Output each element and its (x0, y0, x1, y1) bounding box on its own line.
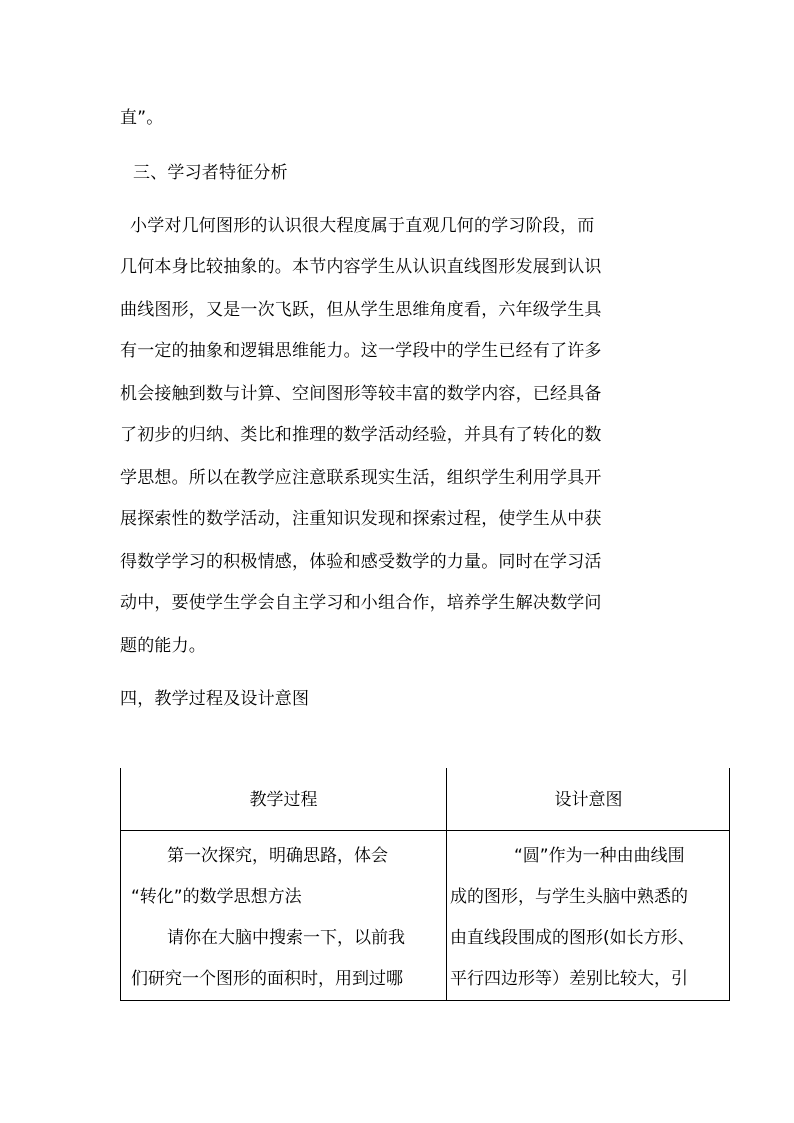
table-right-line-3: 由直线段围成的图形(如长方形、 (450, 928, 695, 948)
table-right-line-4: 平行四边形等）差别比较大，引 (450, 969, 688, 989)
teaching-process-table (120, 768, 730, 1001)
section-3-line-11: 题的能力。 (120, 636, 206, 656)
table-header-intent: 设计意图 (554, 790, 623, 810)
section-3-line-8: 展探索性的数学活动，注重知识发现和探索过程，使学生从中获 (120, 509, 602, 529)
section-3-line-9: 得数学学习的积极情感，体验和感受数学的力量。同时在学习活 (120, 552, 602, 572)
table-left-line-1: 第一次探究，明确思路，体会 (167, 846, 388, 866)
section-3-line-1: 小学对几何图形的认识很大程度属于直观几何的学习阶段，而 (130, 216, 595, 236)
table-left-line-3: 请你在大脑中搜索一下，以前我 (167, 928, 405, 948)
section-3-heading: 三、学习者特征分析 (133, 163, 288, 183)
section-3-line-4: 有一定的抽象和逻辑思维能力。这一学段中的学生已经有了许多 (120, 341, 602, 361)
table-right-line-1: “圆”作为一种由曲线围 (514, 846, 685, 866)
section-3-line-5: 机会接触到数与计算、空间图形等较丰富的数学内容，已经具备 (120, 384, 602, 404)
section-4-heading: 四，教学过程及设计意图 (120, 689, 310, 709)
section-3-line-6: 了初步的归纳、类比和推理的数学活动经验，并具有了转化的数 (120, 425, 602, 445)
table-header-process: 教学过程 (249, 790, 318, 810)
previous-paragraph-tail: 直”。 (120, 108, 164, 128)
section-3-line-2: 几何本身比较抽象的。本节内容学生从认识直线图形发展到认识 (120, 257, 602, 277)
section-3-line-7: 学思想。所以在教学应注意联系现实生活，组织学生利用学具开 (120, 468, 602, 488)
section-3-line-10: 动中，要使学生学会自主学习和小组合作，培养学生解决数学问 (120, 593, 602, 613)
section-3-line-3: 曲线图形，又是一次飞跃，但从学生思维角度看，六年级学生具 (120, 300, 602, 320)
table-right-line-2: 成的图形，与学生头脑中熟悉的 (450, 887, 688, 907)
table-left-line-2: “转化”的数学思想方法 (131, 887, 302, 907)
table-left-line-4: 们研究一个图形的面积时，用到过哪 (131, 969, 403, 989)
table-header-divider (121, 830, 729, 831)
